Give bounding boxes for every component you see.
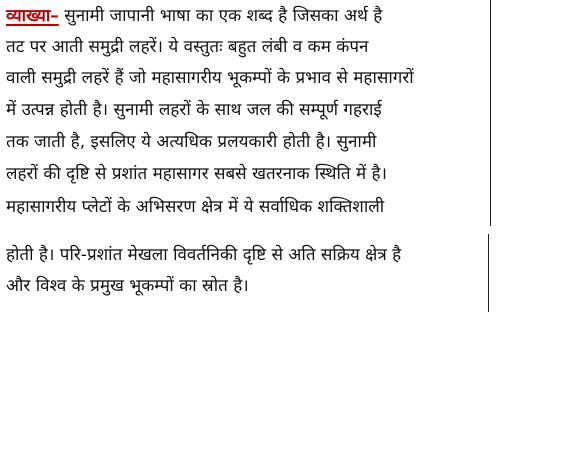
explanation-label: व्याख्या– <box>6 6 59 26</box>
text-line-5: तक जाती है, इसलिए ये अत्यधिक प्रलयकारी होती है। सुनामी <box>6 132 377 152</box>
text-line-9: और विश्व के प्रमुख भूकम्पों का स्रोत है। <box>6 276 249 296</box>
text-line-7: महासागरीय प्लेटों के अभिसरण क्षेत्र में ये सर्वाधिक शक्तिशाली <box>6 197 385 217</box>
text-line-8: होती है। परि-प्रशांत मेखला विवर्तनिकी दृष्टि से अति सक्रिय क्षेत्र है <box>6 245 402 265</box>
text-line-4: में उत्पन्न होती है। सुनामी लहरों के साथ जल की सम्पूर्ण गहराई <box>6 100 382 120</box>
text-line-2: तट पर आती समुद्री लहरें। ये वस्तुतः बहुत लंबी व कम कंपन <box>6 37 369 57</box>
text-line-1-body: सुनामी जापानी भाषा का एक शब्द है जिसका अर्थ है <box>64 6 383 26</box>
explanation-block-lower <box>2 234 489 312</box>
text-line-3: वाली समुद्री लहरें हैं जो महासागरीय भूकम्पों के प्रभाव से महासागरों <box>6 68 414 88</box>
text-line-1 <box>6 4 382 28</box>
text-line-6: लहरों की दृष्टि से प्रशांत महासागर सबसे खतरनाक स्थिति में है। <box>6 164 387 184</box>
explanation-block-upper <box>2 0 491 226</box>
